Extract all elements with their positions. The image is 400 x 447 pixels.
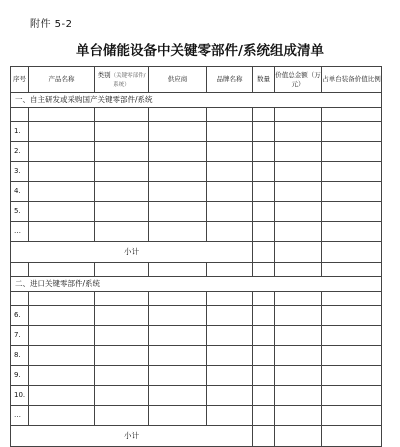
cell-input[interactable]	[322, 386, 382, 406]
cell-input[interactable]	[207, 306, 253, 326]
cell-input[interactable]	[322, 426, 382, 447]
header-product-name: 产品名称	[29, 67, 95, 93]
cell-input[interactable]	[29, 142, 95, 162]
table-header-row	[11, 67, 382, 93]
cell-input[interactable]	[275, 242, 322, 263]
header-category-sub: （关键零部件/系统）	[110, 72, 146, 88]
header-total-value: 价值总金额（万元）	[275, 67, 322, 93]
cell-input[interactable]	[149, 346, 207, 366]
row-number: 1.	[11, 122, 29, 142]
section-1-label: 一、自主研发或采购国产关键零部件/系统	[11, 93, 382, 108]
cell-input[interactable]	[207, 162, 253, 182]
header-quantity: 数量	[253, 67, 275, 93]
cell-input[interactable]	[207, 386, 253, 406]
cell-input[interactable]	[29, 182, 95, 202]
annex-label: 附件 5-2	[30, 19, 73, 30]
cell-input[interactable]	[29, 366, 95, 386]
header-seq: 序号	[11, 67, 29, 93]
table-row	[11, 142, 382, 162]
header-category-main: 类别	[97, 70, 111, 79]
cell-input[interactable]	[322, 366, 382, 386]
cell-input[interactable]	[149, 326, 207, 346]
table-row	[11, 122, 382, 142]
cell-input[interactable]	[149, 366, 207, 386]
cell-input[interactable]	[253, 406, 275, 426]
table-row	[11, 386, 382, 406]
document-title: 单台储能设备中关键零部件/系统组成清单	[76, 43, 324, 59]
section-row	[11, 93, 382, 108]
cell-input[interactable]	[275, 222, 322, 242]
cell-input[interactable]	[253, 426, 275, 447]
cell-input[interactable]	[29, 222, 95, 242]
cell-input[interactable]	[149, 406, 207, 426]
header-brand: 品牌名称	[207, 67, 253, 93]
cell-input[interactable]	[149, 202, 207, 222]
cell-input[interactable]	[149, 162, 207, 182]
table-row	[11, 406, 382, 426]
components-table	[10, 66, 382, 447]
table-row	[11, 182, 382, 202]
cell-input[interactable]	[322, 242, 382, 263]
cell-input[interactable]	[275, 306, 322, 326]
cell-input[interactable]	[253, 366, 275, 386]
row-number: 8.	[11, 346, 29, 366]
row-number: 10.	[11, 386, 29, 406]
row-number: 3.	[11, 162, 29, 182]
cell-input[interactable]	[95, 406, 149, 426]
cell-input[interactable]	[207, 346, 253, 366]
cell-input[interactable]	[29, 162, 95, 182]
cell-input[interactable]	[207, 142, 253, 162]
cell-input[interactable]	[275, 162, 322, 182]
cell-input[interactable]	[207, 326, 253, 346]
table-row	[11, 222, 382, 242]
cell-input[interactable]	[253, 162, 275, 182]
row-number: 7.	[11, 326, 29, 346]
cell-input[interactable]	[253, 122, 275, 142]
cell-input[interactable]	[322, 346, 382, 366]
row-number: …	[11, 222, 29, 242]
cell-input[interactable]	[95, 122, 149, 142]
table-row	[11, 202, 382, 222]
cell-input[interactable]	[253, 346, 275, 366]
cell-input[interactable]	[149, 222, 207, 242]
cell-input[interactable]	[95, 386, 149, 406]
cell-input[interactable]	[275, 426, 322, 447]
subtotal-label: 小计	[11, 426, 253, 447]
cell-input[interactable]	[275, 142, 322, 162]
cell-input[interactable]	[275, 122, 322, 142]
table-row	[11, 346, 382, 366]
cell-input[interactable]	[275, 202, 322, 222]
section-2-label: 二、进口关键零部件/系统	[11, 277, 382, 292]
cell-input[interactable]	[149, 182, 207, 202]
cell-input[interactable]	[322, 406, 382, 426]
cell-input[interactable]	[253, 306, 275, 326]
table-row	[11, 366, 382, 386]
row-number: 9.	[11, 366, 29, 386]
section-row	[11, 277, 382, 292]
cell-input[interactable]	[322, 142, 382, 162]
cell-input[interactable]	[322, 182, 382, 202]
cell-input[interactable]	[275, 366, 322, 386]
table-row	[11, 306, 382, 326]
cell-input[interactable]	[95, 366, 149, 386]
cell-input[interactable]	[207, 202, 253, 222]
cell-input[interactable]	[95, 346, 149, 366]
cell-input[interactable]	[29, 406, 95, 426]
cell-input[interactable]	[95, 142, 149, 162]
cell-input[interactable]	[149, 306, 207, 326]
subtotal-row	[11, 242, 382, 263]
table-row	[11, 162, 382, 182]
cell-input[interactable]	[322, 326, 382, 346]
cell-input[interactable]	[207, 366, 253, 386]
row-number: 2.	[11, 142, 29, 162]
cell-input[interactable]	[275, 182, 322, 202]
cell-input[interactable]	[29, 202, 95, 222]
cell-input[interactable]	[29, 386, 95, 406]
row-number: 6.	[11, 306, 29, 326]
cell-input[interactable]	[149, 386, 207, 406]
cell-input[interactable]	[322, 162, 382, 182]
cell-input[interactable]	[275, 386, 322, 406]
cell-input[interactable]	[275, 326, 322, 346]
table-row	[11, 326, 382, 346]
table-row	[11, 292, 382, 306]
cell-input[interactable]	[207, 122, 253, 142]
cell-input[interactable]	[29, 346, 95, 366]
table-row	[11, 108, 382, 122]
cell-input[interactable]	[275, 406, 322, 426]
row-number: 4.	[11, 182, 29, 202]
cell-input[interactable]	[29, 122, 95, 142]
header-value-share: 占单台装备价值比例	[322, 67, 382, 93]
cell-input[interactable]	[275, 346, 322, 366]
cell-input[interactable]	[253, 386, 275, 406]
cell-input[interactable]	[29, 306, 95, 326]
cell-input[interactable]	[253, 182, 275, 202]
cell-input[interactable]	[95, 326, 149, 346]
cell-input[interactable]	[322, 306, 382, 326]
cell-input[interactable]	[322, 222, 382, 242]
cell-input[interactable]	[253, 202, 275, 222]
cell-input[interactable]	[95, 162, 149, 182]
cell-input[interactable]	[253, 242, 275, 263]
header-supplier: 供应商	[149, 67, 207, 93]
table-row	[11, 263, 382, 277]
cell-input[interactable]	[149, 142, 207, 162]
cell-input[interactable]	[95, 306, 149, 326]
cell-input[interactable]	[322, 122, 382, 142]
cell-input[interactable]	[207, 222, 253, 242]
cell-input[interactable]	[95, 182, 149, 202]
cell-input[interactable]	[207, 182, 253, 202]
cell-input[interactable]	[207, 406, 253, 426]
subtotal-label: 小计	[11, 242, 253, 263]
cell-input[interactable]	[322, 202, 382, 222]
cell-input[interactable]	[253, 142, 275, 162]
cell-input[interactable]	[95, 202, 149, 222]
subtotal-row	[11, 426, 382, 447]
row-number: …	[11, 406, 29, 426]
row-number: 5.	[11, 202, 29, 222]
cell-input[interactable]	[95, 222, 149, 242]
cell-input[interactable]	[253, 222, 275, 242]
cell-input[interactable]	[29, 326, 95, 346]
cell-input[interactable]	[253, 326, 275, 346]
header-category	[95, 67, 149, 93]
cell-input[interactable]	[149, 122, 207, 142]
